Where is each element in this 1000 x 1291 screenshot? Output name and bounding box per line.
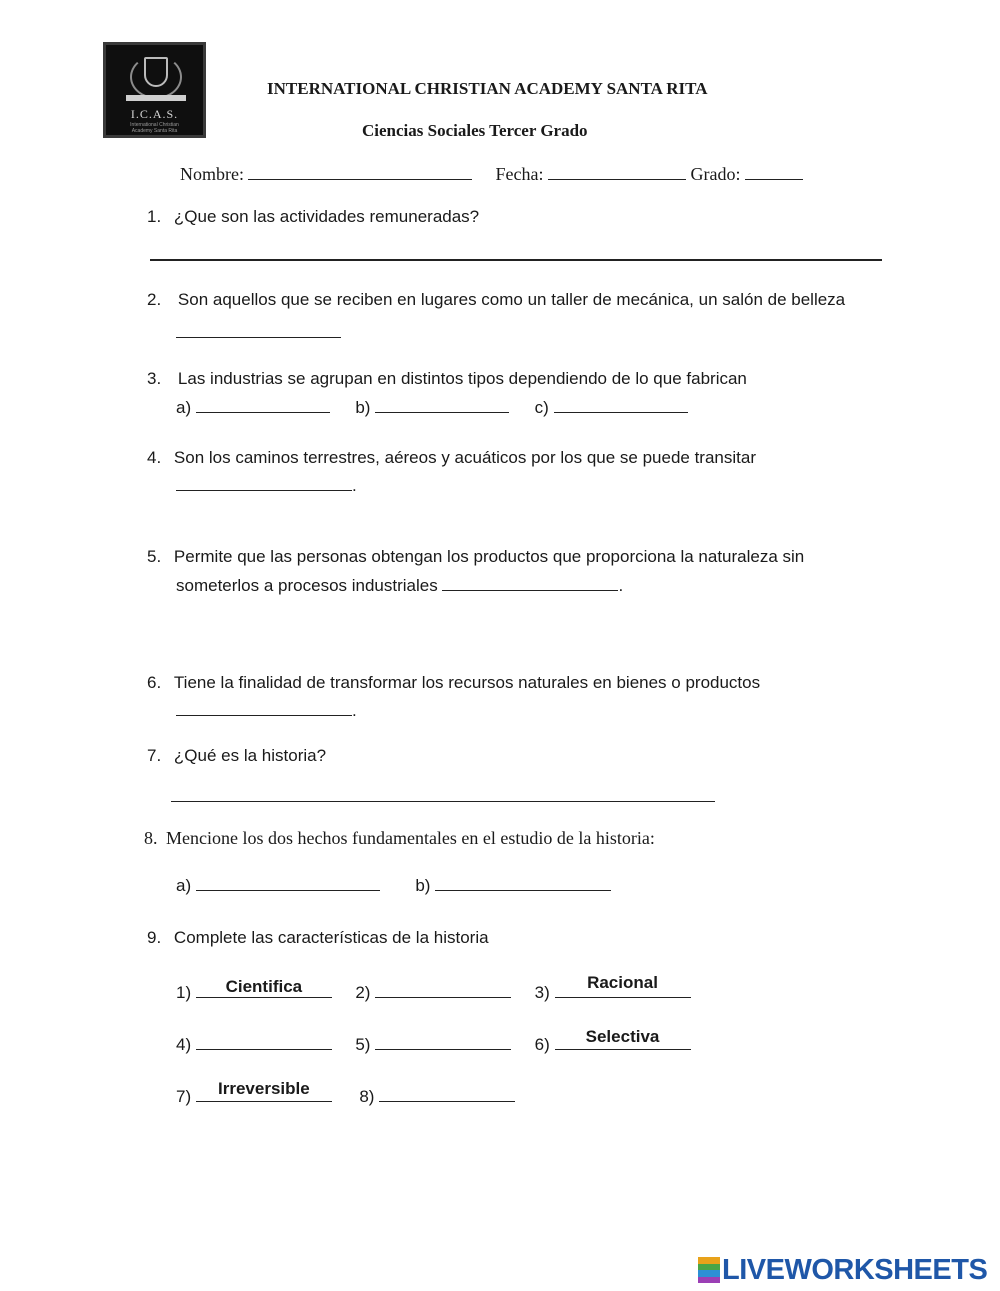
question-text-line1: Permite que las personas obtengan los productos que proporciona la naturaleza sin (173, 547, 805, 566)
grado-field[interactable] (745, 163, 803, 180)
question-3 (147, 369, 747, 389)
question-2 (147, 290, 845, 310)
question-text: Complete las características de la historia (173, 928, 489, 947)
period: . (618, 576, 624, 595)
subject-title: Ciencias Sociales Tercer Grado (362, 121, 588, 140)
item-label: 4) (176, 1035, 192, 1054)
question-text: ¿Que son las actividades remuneradas? (173, 207, 480, 226)
option-b-label: b) (355, 398, 371, 417)
question-text: Mencione los dos hechos fundamentales en el estudio de la historia: (166, 828, 655, 848)
nombre-label: Nombre: (180, 164, 244, 184)
option-a-label: a) (176, 398, 192, 417)
answer-blank-3a[interactable] (196, 396, 330, 413)
question-8-blanks (176, 874, 611, 896)
banner-icon (126, 95, 186, 101)
question-number: 4. (147, 448, 162, 467)
crest-icon (144, 57, 168, 87)
student-info-row (180, 163, 803, 185)
answer-blank-9-1[interactable] (196, 977, 332, 998)
live-badge-icon (698, 1257, 720, 1283)
question-number: 1. (147, 207, 162, 226)
answer-line-1[interactable] (150, 259, 882, 261)
item-label: 6) (534, 1035, 550, 1054)
answer-blank-9-3[interactable] (555, 973, 691, 998)
option-c-label: c) (534, 398, 549, 417)
answer-text: Selectiva (585, 1027, 660, 1046)
brand-text: LIVEWORKSHEETS (722, 1253, 988, 1286)
characteristics-row-2 (176, 1027, 691, 1055)
question-text: Las industrias se agrupan en distintos tipos dependiendo de lo que fabrican (177, 369, 747, 388)
question-number: 2. (147, 290, 162, 309)
question-text: Son aquellos que se reciben en lugares como un taller de mecánica, un salón de belleza (177, 290, 846, 309)
characteristics-row-3 (176, 1079, 515, 1107)
answer-blank-3b[interactable] (375, 396, 509, 413)
answer-blank-9-6[interactable] (555, 1027, 691, 1050)
school-logo (103, 42, 206, 138)
answer-blank-9-2[interactable] (375, 981, 511, 998)
option-a-label: a) (176, 876, 192, 895)
question-5 (147, 547, 804, 567)
question-text: ¿Qué es la historia? (173, 746, 327, 765)
answer-blank-8b[interactable] (435, 874, 611, 891)
school-title: INTERNATIONAL CHRISTIAN ACADEMY SANTA RITA (267, 79, 708, 98)
item-label: 2) (355, 983, 371, 1002)
liveworksheets-logo (698, 1252, 987, 1288)
option-b-label: b) (415, 876, 431, 895)
answer-text: Irreversible (218, 1079, 310, 1098)
answer-blank-9-4[interactable] (196, 1033, 332, 1050)
question-7 (147, 746, 326, 766)
question-number: 6. (147, 673, 162, 692)
answer-blank-3c[interactable] (554, 396, 688, 413)
item-label: 7) (176, 1087, 192, 1106)
period: . (352, 476, 357, 495)
question-text-line2: someterlos a procesos industriales (176, 576, 438, 595)
answer-blank-7[interactable] (171, 785, 715, 802)
logo-text: I.C.A.S. (130, 107, 179, 121)
period: . (352, 701, 357, 720)
question-9 (147, 928, 489, 948)
item-label: 8) (359, 1087, 375, 1106)
answer-text: Cientifica (225, 977, 303, 996)
question-text: Tiene la finalidad de transformar los recursos naturales en bienes o productos (173, 673, 761, 692)
item-label: 1) (176, 983, 192, 1002)
grado-label: Grado: (690, 164, 741, 184)
answer-blank-6[interactable] (176, 699, 352, 716)
fecha-field[interactable] (548, 163, 686, 180)
characteristics-row-1 (176, 973, 691, 1003)
item-label: 5) (355, 1035, 371, 1054)
question-number: 8. (144, 828, 158, 848)
question-6 (147, 673, 760, 693)
question-number: 7. (147, 746, 162, 765)
logo-subtext: International Christian Academy Santa Rita (130, 122, 179, 134)
question-4 (147, 448, 756, 468)
question-3-blanks (176, 396, 688, 418)
answer-blank-2[interactable] (176, 321, 341, 338)
question-number: 5. (147, 547, 162, 566)
answer-blank-8a[interactable] (196, 874, 380, 891)
answer-blank-9-8[interactable] (379, 1085, 515, 1102)
answer-blank-5[interactable] (442, 574, 618, 591)
question-number: 3. (147, 369, 162, 388)
item-label: 3) (534, 983, 550, 1002)
answer-blank-9-5[interactable] (375, 1033, 511, 1050)
fecha-label: Fecha: (495, 164, 544, 184)
question-text: Son los caminos terrestres, aéreos y acuáticos por los que se puede transitar (173, 448, 756, 467)
question-8 (144, 828, 655, 849)
question-number: 9. (147, 928, 162, 947)
answer-blank-9-7[interactable] (196, 1079, 332, 1102)
answer-text: Racional (587, 973, 658, 992)
answer-blank-4[interactable] (176, 474, 352, 491)
question-1 (147, 207, 479, 227)
nombre-field[interactable] (248, 163, 472, 180)
